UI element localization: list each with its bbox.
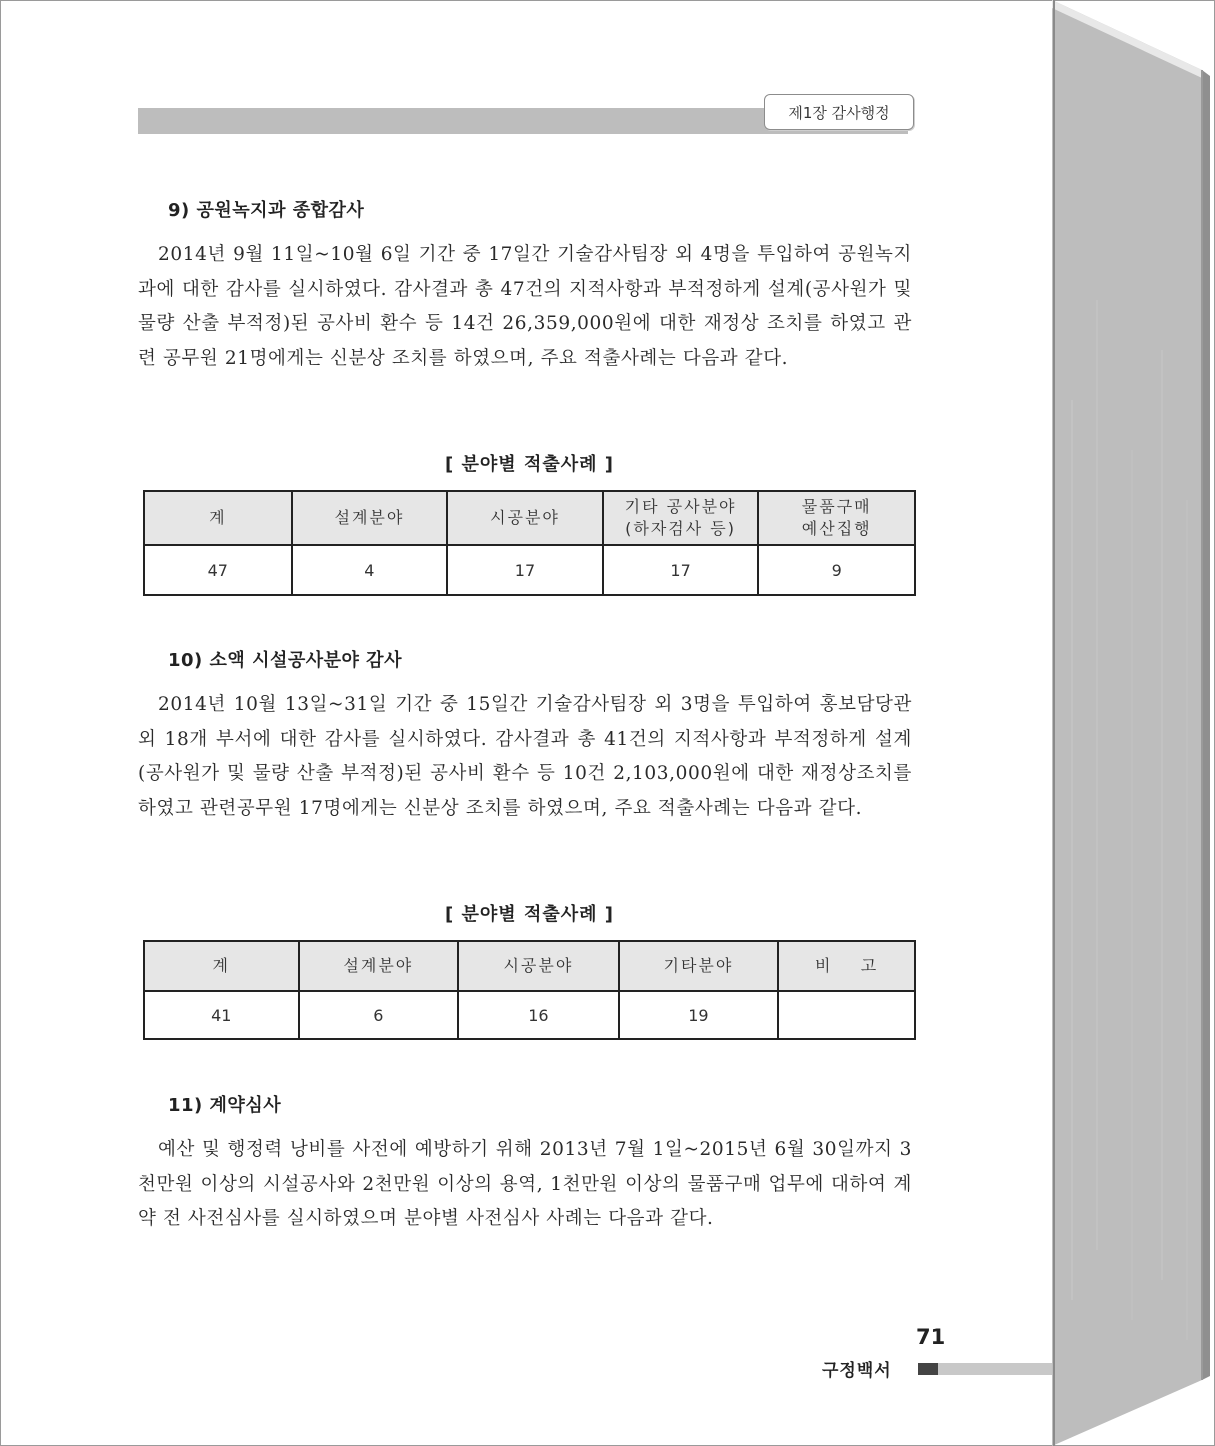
table-cell: 47 [144, 545, 292, 595]
table-header-cell: 물품구매 예산집행 [758, 491, 915, 545]
footer-bar [938, 1363, 1052, 1375]
table-cell: 19 [619, 991, 779, 1039]
table-header-cell: 비 고 [778, 941, 915, 991]
findings-table [143, 940, 916, 1040]
table-cell [778, 991, 915, 1039]
section-heading: 10) 소액 시설공사분야 감사 [168, 650, 402, 671]
table-cell: 4 [292, 545, 448, 595]
table-header-cell: 기타 공사분야 (하자검사 등) [603, 491, 759, 545]
section-paragraph: 예산 및 행정력 낭비를 사전에 예방하기 위해 2013년 7월 1일~2015년 6월 30일까지 3천만원 이상의 시설공사와 2천만원 이상의 용역, 1천만원 이상의 물품구매 업무에 대하여 계약 전 사전심사를 실시하였으며 분야별 사전심사 사례는 다음과 같다. [138, 1139, 912, 1229]
section-heading: 11) 계약심사 [168, 1095, 282, 1116]
page-number: 71 [916, 1325, 946, 1349]
section-paragraph: 2014년 10월 13일~31일 기간 중 15일간 기술감사팀장 외 3명을 투입하여 홍보담당관 외 18개 부서에 대한 감사를 실시하였다. 감사결과 총 41건의 지적사항과 부적정하게 설계(공사원가 및 물량 산출 부적정)된 공사비 환수 등 10건 2,103,000원에 대한 재정상조치를 하였고 관련공무원 17명에게는 신분상 조치를 하였으며, 주요 적출사례는 다음과 같다. [138, 694, 912, 819]
table-cell: 6 [299, 991, 459, 1039]
table-header-cell: 기타분야 [619, 941, 779, 991]
footer-mark [918, 1363, 938, 1375]
table-caption: [ 분야별 적출사례 ] [445, 904, 614, 925]
table-caption: [ 분야별 적출사례 ] [445, 454, 614, 475]
section-paragraph: 2014년 9월 11일~10월 6일 기간 중 17일간 기술감사팀장 외 4명을 투입하여 공원녹지과에 대한 감사를 실시하였다. 감사결과 총 47건의 지적사항과 부적정하게 설계(공사원가 및 물량 산출 부적정)된 공사비 환수 등 14건 26,359,000원에 대한 재정상 조치를 하였고 관련 공무원 21명에게는 신분상 조치를 하였으며, 주요 적출사례는 다음과 같다. [138, 244, 912, 369]
section-heading: 9) 공원녹지과 종합감사 [168, 200, 365, 221]
chapter-tab: 제1장 감사행정 [764, 94, 914, 130]
table-header-cell: 계 [144, 941, 299, 991]
book-page-edges [1052, 0, 1215, 1446]
table-header-cell: 시공분야 [447, 491, 603, 545]
table-header-cell: 시공분야 [458, 941, 619, 991]
table-cell: 41 [144, 991, 299, 1039]
table-cell: 17 [603, 545, 759, 595]
table-cell: 16 [458, 991, 619, 1039]
table-header-cell: 계 [144, 491, 292, 545]
table-cell: 17 [447, 545, 603, 595]
book-title: 구정백서 [822, 1361, 892, 1381]
table-header-cell: 설계분야 [299, 941, 459, 991]
table-cell: 9 [758, 545, 915, 595]
findings-table [143, 490, 916, 596]
table-header-cell: 설계분야 [292, 491, 448, 545]
